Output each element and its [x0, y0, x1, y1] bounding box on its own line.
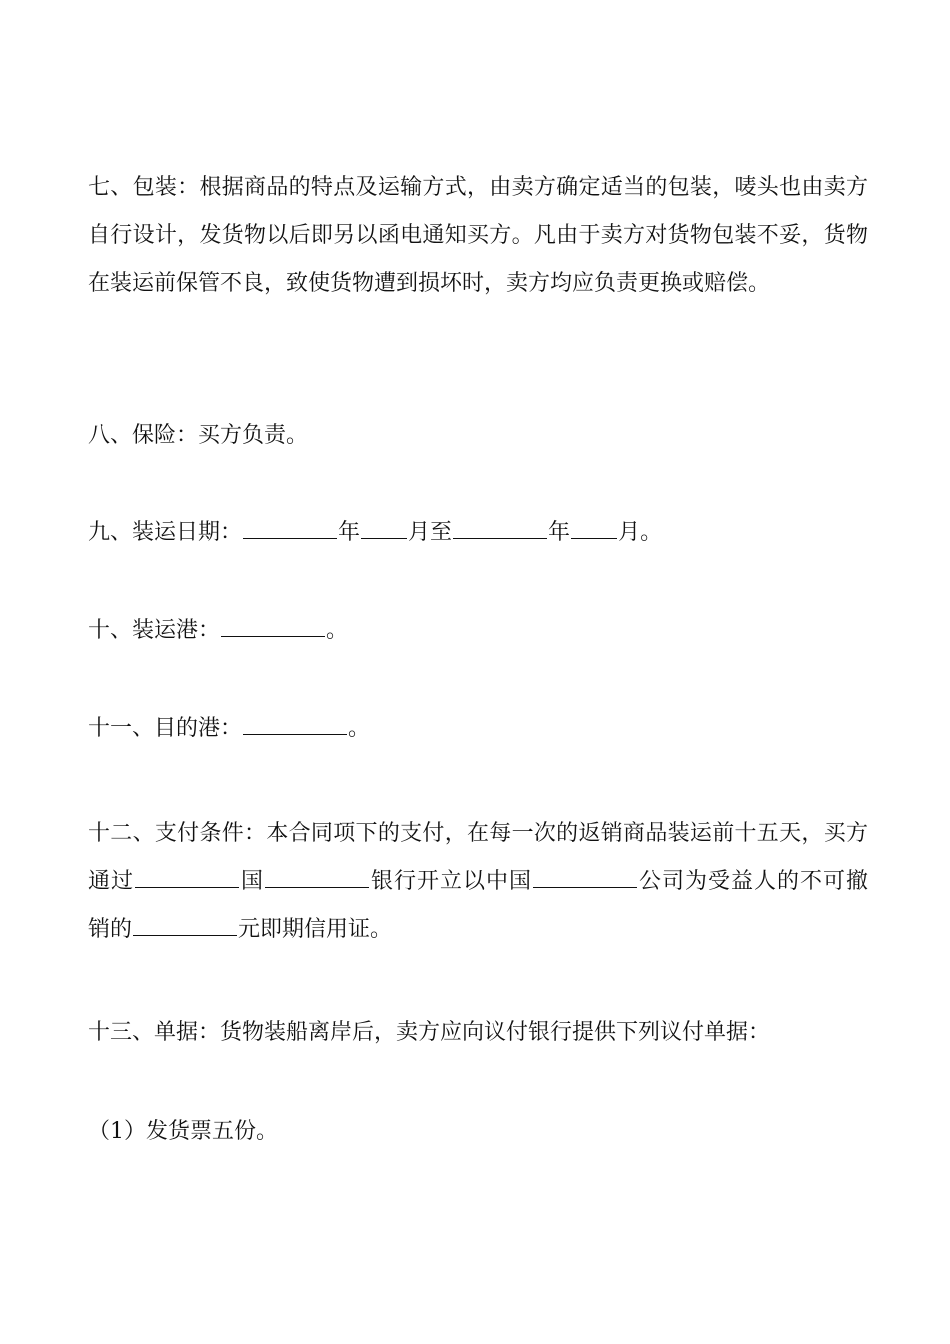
month-text-2: 月。	[618, 520, 663, 545]
clause-shipment-date	[88, 509, 868, 557]
clause-destination-port	[88, 705, 868, 753]
payment-text-5: 元即期信用证。	[238, 917, 393, 942]
payment-text-3: 银行开立以中国	[370, 869, 532, 894]
shipment-date-label: 九、装运日期：	[88, 520, 243, 545]
clause-payment	[88, 810, 868, 954]
blank-month-to	[571, 518, 617, 539]
loading-port-end: 。	[326, 618, 349, 643]
blank-amount	[133, 915, 237, 936]
payment-text-1: 十二、支付条件：本合同项下的支付，在每一次的返销商品装运前十五天，买方通过	[88, 821, 868, 894]
blank-loading-port	[221, 616, 325, 637]
documents-item-1: （1）发货票五份。	[88, 1119, 278, 1144]
blank-year-to	[453, 518, 547, 539]
blank-destination-port	[243, 714, 347, 735]
blank-country	[135, 867, 239, 888]
blank-bank	[265, 867, 369, 888]
clause-loading-port	[88, 607, 868, 655]
blank-company	[533, 867, 637, 888]
payment-text-2: 国	[240, 869, 264, 894]
month-text-1: 月至	[408, 520, 453, 545]
blank-month-from	[361, 518, 407, 539]
clause-packing: 七、包装：根据商品的特点及运输方式，由卖方确定适当的包装，唛头也由卖方自行设计，发货物以后即另以函电通知买方。凡由于卖方对货物包装不妥，货物在装运前保管不良，致使货物遭到损坏时，卖方均应负责更换或赔偿。	[88, 175, 868, 296]
clause-documents: 十三、单据：货物装船离岸后，卖方应向议付银行提供下列议付单据：	[88, 1020, 771, 1045]
loading-port-label: 十、装运港：	[88, 618, 221, 643]
destination-port-label: 十一、目的港：	[88, 716, 243, 741]
year-text-2: 年	[548, 520, 571, 545]
clause-insurance: 八、保险：买方负责。	[88, 423, 309, 448]
payment-text-4: 公司为受益人的不可撤销的	[88, 869, 868, 942]
destination-port-end: 。	[348, 716, 371, 741]
year-text-1: 年	[338, 520, 361, 545]
blank-year-from	[243, 518, 337, 539]
